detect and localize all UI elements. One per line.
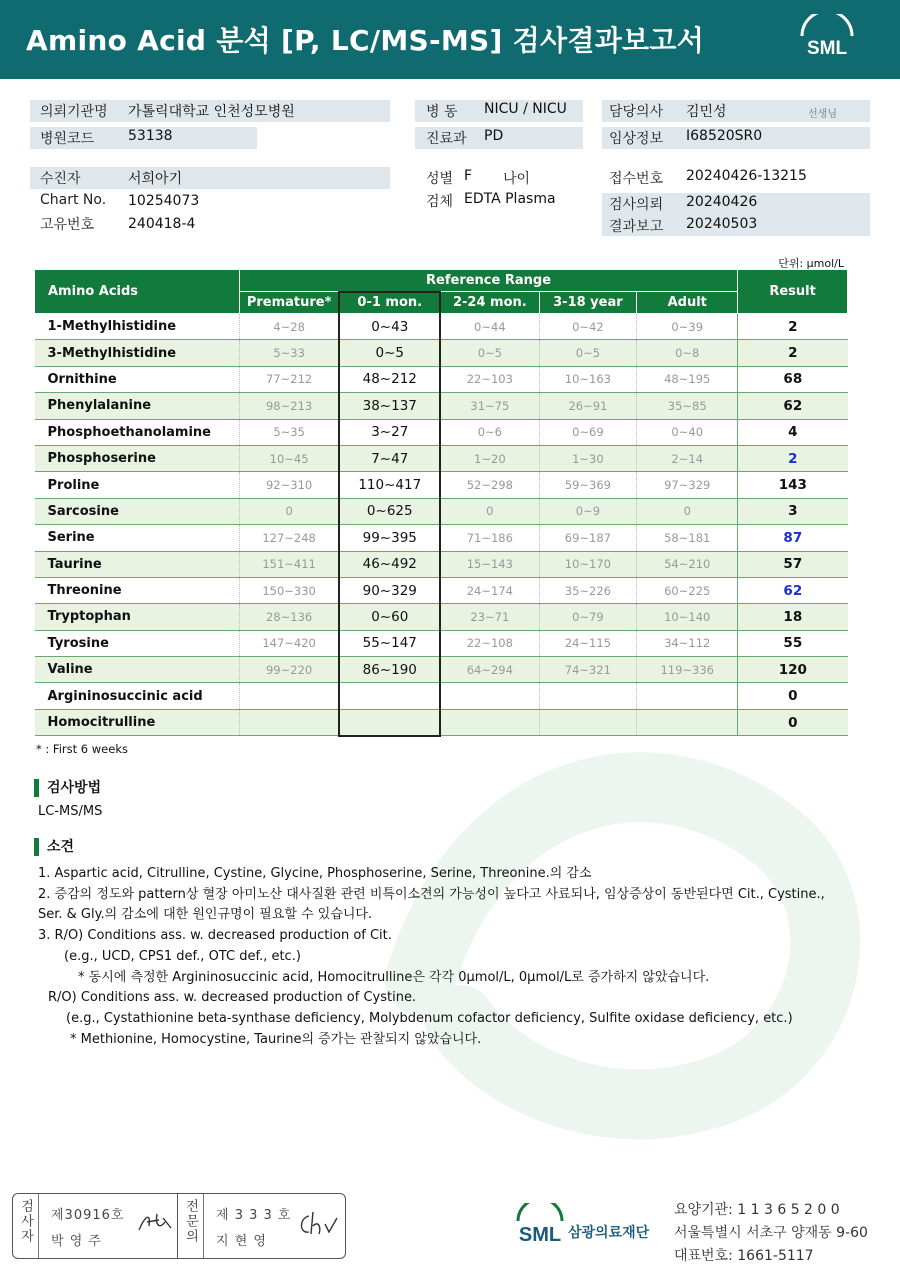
- table-row: [35, 393, 848, 419]
- chart-label: Chart No.: [40, 192, 107, 208]
- amino-acid-name: 1-Methylhistidine: [35, 314, 240, 340]
- specimen-value: EDTA Plasma: [464, 191, 556, 207]
- reference-range-cell: [239, 709, 339, 735]
- ward-value: NICU / NICU: [484, 101, 567, 117]
- ward-label: 병 동: [426, 104, 458, 120]
- reference-range-cell: 22~108: [440, 630, 539, 656]
- footer-logo-text: SML: [518, 1224, 562, 1246]
- doctor-suffix: 선생님: [808, 109, 837, 120]
- footer-phone: 대표번호: 1661-5117: [674, 1248, 814, 1264]
- sex-value: F: [464, 168, 473, 184]
- result-cell: 143: [738, 472, 848, 498]
- reference-range-cell: 52~298: [440, 472, 539, 498]
- amino-acid-name: Proline: [35, 472, 240, 498]
- amino-acid-name: Valine: [35, 657, 240, 683]
- reference-range-cell: 71~186: [440, 525, 539, 551]
- footer-sml-logo: [512, 1203, 568, 1247]
- reference-range-cell: [339, 683, 440, 709]
- report-date-value: 20240503: [686, 216, 758, 232]
- reference-range-cell: 24~174: [440, 577, 539, 603]
- table-row: [35, 604, 848, 630]
- table-row: [35, 525, 848, 551]
- report-title: Amino Acid 분석 [P, LC/MS-MS] 검사결과보고서: [26, 24, 705, 57]
- reference-range-cell: 92~310: [239, 472, 339, 498]
- reference-range-cell: 23~71: [440, 604, 539, 630]
- reference-range-cell: 26~91: [539, 393, 637, 419]
- reference-range-cell: [539, 709, 637, 735]
- reference-range-cell: 0: [239, 498, 339, 524]
- examiner-label-text: 검사자: [18, 1199, 33, 1244]
- table-row: [35, 551, 848, 577]
- table-row: [35, 683, 848, 709]
- reference-range-cell: 0~6: [440, 419, 539, 445]
- reference-range-cell: 48~212: [339, 366, 440, 392]
- reference-range-cell: 69~187: [539, 525, 637, 551]
- reference-range-cell: [440, 709, 539, 735]
- doctor-value: 김민성: [686, 104, 727, 120]
- ref-col-header: 0-1 mon.: [339, 292, 440, 314]
- reference-range-cell: 0~5: [339, 340, 440, 366]
- reference-range-cell: 60~225: [637, 577, 738, 603]
- reference-range-cell: 48~195: [637, 366, 738, 392]
- amino-acid-name: Phosphoethanolamine: [35, 419, 240, 445]
- sml-logo-text: SML: [806, 38, 848, 59]
- reference-range-cell: [239, 683, 339, 709]
- reference-range-cell: 150~330: [239, 577, 339, 603]
- age-label: 나이: [503, 171, 531, 187]
- reference-range-cell: 1~20: [440, 445, 539, 471]
- unit-label: 단위: μmol/L: [778, 257, 844, 270]
- reference-range-cell: [637, 709, 738, 735]
- reference-range-cell: 3~27: [339, 419, 440, 445]
- footer-code: 요양기관: 1 1 3 6 5 2 0 0: [674, 1202, 840, 1218]
- reference-range-cell: 35~85: [637, 393, 738, 419]
- reference-range-cell: 10~140: [637, 604, 738, 630]
- examiner-name: 박 영 주: [51, 1234, 102, 1249]
- reference-range-cell: 127~248: [239, 525, 339, 551]
- reference-range-cell: 5~33: [239, 340, 339, 366]
- table-footnote: * : First 6 weeks: [36, 742, 128, 756]
- ref-col-header: Adult: [637, 292, 738, 314]
- result-cell: 2: [738, 340, 848, 366]
- amino-acid-name: Phosphoserine: [35, 445, 240, 471]
- amino-acid-name: 3-Methylhistidine: [35, 340, 240, 366]
- amino-acid-name: Taurine: [35, 551, 240, 577]
- request-value: 20240426: [686, 194, 758, 210]
- institution-value: 가톨릭대학교 인천성모병원: [128, 104, 295, 120]
- result-cell: 87: [738, 525, 848, 551]
- comment-line: R/O) Conditions ass. w. decreased production of Cystine.: [48, 990, 417, 1006]
- recipient-label: 수진자: [40, 171, 81, 187]
- method-title: 검사방법: [34, 779, 101, 797]
- amino-acid-table: [34, 269, 848, 737]
- examiner-no: 제30916호: [51, 1208, 125, 1223]
- comment-title: 소견: [34, 838, 74, 856]
- clinical-value: I68520SR0: [686, 128, 763, 144]
- table-row: [35, 498, 848, 524]
- reference-range-cell: 74~321: [539, 657, 637, 683]
- specialist-signature: [295, 1208, 339, 1238]
- comment-line: * Methionine, Homocystine, Taurine의 증가는 관찰되지 않았습니다.: [70, 1031, 482, 1047]
- report-date-label: 결과보고: [609, 219, 664, 235]
- reference-range-cell: 90~329: [339, 577, 440, 603]
- ref-col-header: Premature*: [239, 292, 339, 314]
- signature-box: [12, 1193, 346, 1259]
- result-cell: 3: [738, 498, 848, 524]
- reference-range-cell: 0~79: [539, 604, 637, 630]
- dept-label: 진료과: [426, 131, 467, 147]
- reference-range-cell: 5~35: [239, 419, 339, 445]
- reference-range-cell: 0~43: [339, 314, 440, 340]
- table-row: [35, 657, 848, 683]
- institution-label: 의뢰기관명: [40, 104, 108, 120]
- chart-value: 10254073: [128, 193, 200, 209]
- comment-line: (e.g., UCD, CPS1 def., OTC def., etc.): [64, 948, 301, 964]
- reference-range-cell: 0~44: [440, 314, 539, 340]
- reference-range-cell: 151~411: [239, 551, 339, 577]
- amino-acid-name: Ornithine: [35, 366, 240, 392]
- ref-col-header: 3-18 year: [539, 292, 637, 314]
- table-row: [35, 314, 848, 340]
- clinical-label: 임상정보: [609, 131, 664, 147]
- col-amino-acids: Amino Acids: [35, 270, 240, 314]
- amino-acid-name: Tyrosine: [35, 630, 240, 656]
- result-cell: 18: [738, 604, 848, 630]
- reference-range-cell: 64~294: [440, 657, 539, 683]
- reference-range-cell: 99~395: [339, 525, 440, 551]
- table-row: [35, 577, 848, 603]
- amino-acid-name: Tryptophan: [35, 604, 240, 630]
- reference-range-cell: 28~136: [239, 604, 339, 630]
- reference-range-cell: [440, 683, 539, 709]
- reference-range-cell: 0~60: [339, 604, 440, 630]
- reference-range-cell: 34~112: [637, 630, 738, 656]
- footer-org-name: 삼광의료재단: [568, 1225, 650, 1241]
- reference-range-cell: 55~147: [339, 630, 440, 656]
- result-cell: 2: [738, 445, 848, 471]
- reference-range-cell: [339, 709, 440, 735]
- reference-range-cell: 77~212: [239, 366, 339, 392]
- reference-range-cell: 0~39: [637, 314, 738, 340]
- reference-range-cell: 59~369: [539, 472, 637, 498]
- reference-range-cell: 0~42: [539, 314, 637, 340]
- specialist-label: [178, 1194, 204, 1258]
- comment-line: * 동시에 측정한 Argininosuccinic acid, Homocitrulline은 각각 0μmol/L, 0μmol/L로 증가하지 않았습니다.: [78, 969, 710, 985]
- reference-range-cell: 46~492: [339, 551, 440, 577]
- reference-range-cell: 10~170: [539, 551, 637, 577]
- result-cell: 120: [738, 657, 848, 683]
- reference-range-cell: 0~8: [637, 340, 738, 366]
- result-cell: 4: [738, 419, 848, 445]
- comment-body: [38, 864, 825, 1050]
- receipt-value: 20240426-13215: [686, 168, 807, 184]
- reference-range-cell: 4~28: [239, 314, 339, 340]
- reference-range-cell: 110~417: [339, 472, 440, 498]
- reference-range-cell: 31~75: [440, 393, 539, 419]
- table-row: [35, 709, 848, 735]
- comment-line: 2. 증감의 정도와 pattern상 혈장 아미노산 대사질환 관련 비특이소견의 가능성이 높다고 사료되나, 임상증상이 동반된다면 Cit., Cystine.,: [38, 886, 825, 902]
- receipt-label: 접수번호: [609, 171, 664, 187]
- amino-acid-name: Homocitrulline: [35, 709, 240, 735]
- amino-acid-name: Threonine: [35, 577, 240, 603]
- hospital-code-value: 53138: [128, 128, 173, 144]
- specimen-label: 검체: [426, 194, 454, 210]
- result-cell: 62: [738, 577, 848, 603]
- table-row: [35, 630, 848, 656]
- unique-value: 240418-4: [128, 216, 196, 232]
- method-text: LC-MS/MS: [38, 804, 103, 819]
- reference-range-cell: 15~143: [440, 551, 539, 577]
- amino-acid-name: Serine: [35, 525, 240, 551]
- report-header: [0, 0, 900, 79]
- result-cell: 2: [738, 314, 848, 340]
- result-cell: 55: [738, 630, 848, 656]
- examiner-signature: [135, 1208, 175, 1236]
- reference-range-cell: 86~190: [339, 657, 440, 683]
- reference-range-cell: [539, 683, 637, 709]
- sml-logo: [794, 14, 860, 64]
- result-cell: 0: [738, 709, 848, 735]
- reference-range-cell: 1~30: [539, 445, 637, 471]
- unique-label: 고유번호: [40, 217, 95, 233]
- sex-label: 성별: [426, 171, 454, 187]
- footer-address: 서울특별시 서초구 양재동 9-60: [674, 1225, 868, 1241]
- ref-col-header: 2-24 mon.: [440, 292, 539, 314]
- amino-acid-name: Sarcosine: [35, 498, 240, 524]
- specialist-name: 지 현 영: [216, 1234, 267, 1249]
- doctor-label: 담당의사: [609, 104, 664, 120]
- specialist-no: 제 3 3 3 호: [216, 1208, 292, 1223]
- dept-value: PD: [484, 128, 504, 144]
- col-reference-range: Reference Range: [239, 270, 737, 292]
- request-label: 검사의뢰: [609, 197, 664, 213]
- reference-range-cell: 0~9: [539, 498, 637, 524]
- reference-range-cell: 0~5: [440, 340, 539, 366]
- examiner-label: [13, 1194, 39, 1258]
- result-cell: 0: [738, 683, 848, 709]
- table-row: [35, 472, 848, 498]
- reference-range-cell: 10~45: [239, 445, 339, 471]
- result-cell: 62: [738, 393, 848, 419]
- reference-range-cell: 147~420: [239, 630, 339, 656]
- reference-range-cell: 22~103: [440, 366, 539, 392]
- table-row: [35, 419, 848, 445]
- reference-range-cell: 10~163: [539, 366, 637, 392]
- reference-range-cell: 0: [637, 498, 738, 524]
- table-row: [35, 445, 848, 471]
- reference-range-cell: 0~69: [539, 419, 637, 445]
- result-cell: 57: [738, 551, 848, 577]
- reference-range-cell: 2~14: [637, 445, 738, 471]
- reference-range-cell: 0~5: [539, 340, 637, 366]
- specialist-label-text: 전문의: [183, 1199, 198, 1244]
- reference-range-cell: 119~336: [637, 657, 738, 683]
- col-result: Result: [738, 270, 848, 314]
- amino-acid-name: Phenylalanine: [35, 393, 240, 419]
- reference-range-cell: 58~181: [637, 525, 738, 551]
- reference-range-cell: 99~220: [239, 657, 339, 683]
- reference-range-cell: 0~625: [339, 498, 440, 524]
- reference-range-cell: 7~47: [339, 445, 440, 471]
- reference-range-cell: 98~213: [239, 393, 339, 419]
- reference-range-cell: 0~40: [637, 419, 738, 445]
- table-row: [35, 340, 848, 366]
- reference-range-cell: [637, 683, 738, 709]
- amino-acid-name: Argininosuccinic acid: [35, 683, 240, 709]
- hospital-code-label: 병원코드: [40, 131, 95, 147]
- result-cell: 68: [738, 366, 848, 392]
- comment-line: 3. R/O) Conditions ass. w. decreased production of Cit.: [38, 928, 392, 944]
- comment-line: (e.g., Cystathionine beta-synthase deficiency, Molybdenum cofactor deficiency, Sulfite oxidase deficiency, etc.): [66, 1010, 793, 1026]
- reference-range-cell: 97~329: [637, 472, 738, 498]
- recipient-value: 서희아기: [128, 171, 183, 187]
- reference-range-cell: 24~115: [539, 630, 637, 656]
- reference-range-cell: 0: [440, 498, 539, 524]
- table-row: [35, 366, 848, 392]
- reference-range-cell: 54~210: [637, 551, 738, 577]
- comment-line: Ser. & Gly.의 감소에 대한 원인규명이 필요할 수 있습니다.: [38, 907, 373, 923]
- reference-range-cell: 35~226: [539, 577, 637, 603]
- reference-range-cell: 38~137: [339, 393, 440, 419]
- comment-line: 1. Aspartic acid, Citrulline, Cystine, Glycine, Phosphoserine, Serine, Threonine.의 감소: [38, 866, 592, 881]
